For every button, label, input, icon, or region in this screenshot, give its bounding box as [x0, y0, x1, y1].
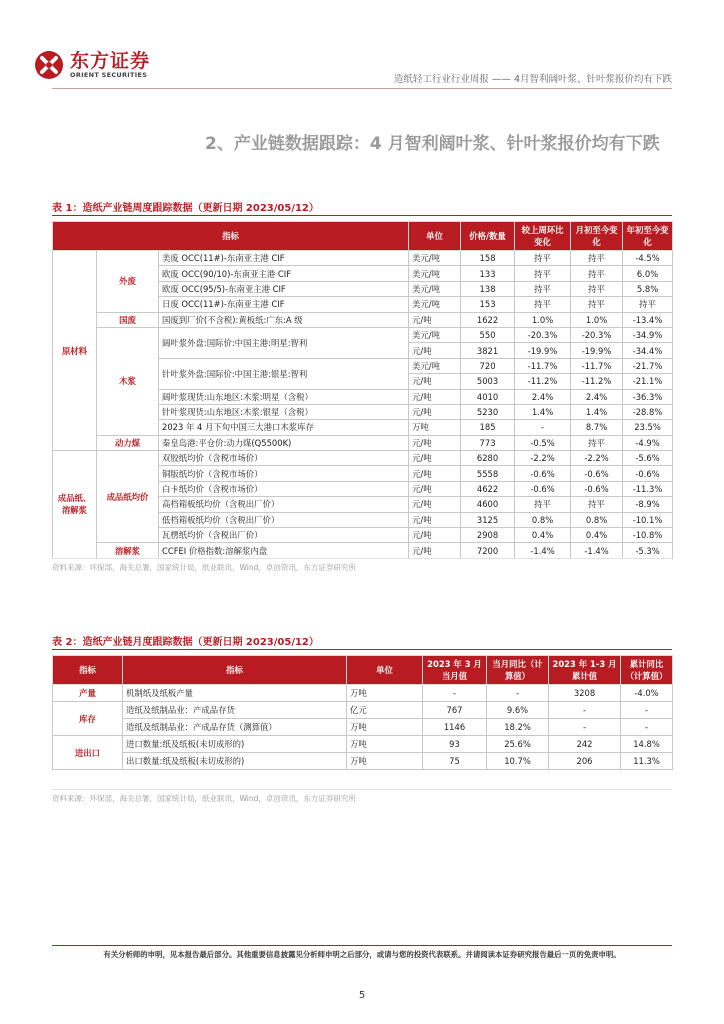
row-label: 欧废 OCC(95/5)-东南亚主港 CIF	[159, 281, 409, 296]
row-unit: 元/吨	[409, 389, 461, 404]
table1-source: 资料来源：环保部，海关总署，国家统计局，纸业联讯，Wind，卓创资讯，东方证券研究所	[52, 563, 356, 572]
row-mtd: -2.2%	[571, 451, 623, 466]
row-mtd: 持平	[571, 251, 623, 266]
table2-header-row	[53, 656, 673, 685]
orient-securities-logo-icon	[34, 50, 64, 80]
row-label: 国废到厂价(不含税):黄板纸:广东:A 级	[159, 312, 409, 327]
row-unit: 美元/吨	[409, 327, 461, 342]
row-month-value: 75	[423, 753, 487, 770]
row-price: 1622	[461, 312, 515, 327]
row-mtd: 8.7%	[571, 420, 623, 435]
table-row	[53, 753, 673, 770]
row-unit: 元/吨	[409, 451, 461, 466]
header-divider	[52, 88, 672, 89]
row-price: 158	[461, 251, 515, 266]
row-label: 出口数量:纸及纸板(未切成形的)	[123, 753, 347, 770]
row-mtd: 1.0%	[571, 312, 623, 327]
row-label: 低档箱板纸均价（含税出厂价）	[159, 512, 409, 527]
row-ytd: -5.6%	[623, 451, 673, 466]
subcategory-thermal-coal: 动力煤	[97, 435, 159, 450]
row-unit: 元/吨	[409, 466, 461, 481]
row-unit: 元/吨	[409, 543, 461, 558]
row-ytd: -8.9%	[623, 497, 673, 512]
row-ytd: 6.0%	[623, 266, 673, 281]
table2-bottom-rule	[52, 789, 672, 790]
row-wow: -19.9%	[515, 343, 571, 358]
row-unit: 万吨	[409, 420, 461, 435]
col-header-category: 指标	[53, 656, 123, 685]
col-header-mtd: 月初至今变化	[571, 222, 623, 251]
col-header-unit: 单位	[347, 656, 423, 685]
table-row	[53, 719, 673, 736]
row-price: 2908	[461, 528, 515, 543]
row-unit: 元/吨	[409, 374, 461, 389]
table-row	[53, 312, 673, 327]
row-mtd: 持平	[571, 266, 623, 281]
row-ytd: -10.8%	[623, 528, 673, 543]
table-row	[53, 451, 673, 466]
row-unit: 元/吨	[409, 512, 461, 527]
row-unit: 元/吨	[409, 312, 461, 327]
row-ytd: -13.4%	[623, 312, 673, 327]
row-price: 138	[461, 281, 515, 296]
col-header-month-value: 2023 年 3 月当月值	[423, 656, 487, 685]
row-label: 机制纸及纸板产量	[123, 685, 347, 702]
row-price: 5558	[461, 466, 515, 481]
table2-caption-rule	[52, 649, 672, 650]
row-label: CCFEI 价格指数:溶解浆内盘	[159, 543, 409, 558]
row-ytd: -21.7%	[623, 358, 673, 373]
row-ytd: -21.1%	[623, 374, 673, 389]
row-unit: 元/吨	[409, 435, 461, 450]
row-cumulative-yoy: -	[621, 719, 673, 736]
row-cumulative-value: 242	[549, 736, 621, 753]
row-yoy: 10.7%	[487, 753, 549, 770]
table2-source: 资料来源：环保部，海关总署，国家统计局，纸业联讯，Wind，卓创资讯，东方证券研究所	[52, 794, 356, 803]
row-mtd: 持平	[571, 281, 623, 296]
category-import-export: 进出口	[53, 736, 123, 770]
row-wow: 持平	[515, 266, 571, 281]
row-cumulative-value: 3208	[549, 685, 621, 702]
row-price: 153	[461, 297, 515, 312]
col-header-ytd: 年初至今变化	[623, 222, 673, 251]
table-row	[53, 251, 673, 266]
row-label: 美废 OCC(11#)-东南亚主港 CIF	[159, 251, 409, 266]
row-wow: 持平	[515, 281, 571, 296]
row-unit: 万吨	[347, 719, 423, 736]
row-wow: 0.4%	[515, 528, 571, 543]
weekly-tracking-table	[52, 221, 673, 559]
table-row	[53, 736, 673, 753]
row-mtd: -20.3%	[571, 327, 623, 342]
row-cumulative-yoy: -	[621, 702, 673, 719]
row-wow: 1.0%	[515, 312, 571, 327]
row-wow: -2.2%	[515, 451, 571, 466]
row-ytd: -11.3%	[623, 481, 673, 496]
row-mtd: -11.2%	[571, 374, 623, 389]
col-header-wow: 较上周环比变化	[515, 222, 571, 251]
row-cumulative-value: 206	[549, 753, 621, 770]
row-ytd: 23.5%	[623, 420, 673, 435]
row-unit: 美元/吨	[409, 251, 461, 266]
row-label: 2023 年 4 月下旬中国三大港口木浆库存	[159, 420, 409, 435]
row-unit: 元/吨	[409, 481, 461, 496]
page-number: 5	[358, 990, 366, 1001]
row-wow: 2.4%	[515, 389, 571, 404]
row-ytd: -36.3%	[623, 389, 673, 404]
row-month-value: 767	[423, 702, 487, 719]
category-inventory: 库存	[53, 702, 123, 736]
row-label: 进口数量:纸及纸板(未切成形的)	[123, 736, 347, 753]
row-price: 3125	[461, 512, 515, 527]
row-price: 773	[461, 435, 515, 450]
row-wow: -11.2%	[515, 374, 571, 389]
row-wow: -0.6%	[515, 481, 571, 496]
row-price: 720	[461, 358, 515, 373]
table1-bottom-rule	[52, 558, 672, 559]
row-cumulative-yoy: 14.8%	[621, 736, 673, 753]
row-label: 阔叶浆外盘:国际价:中国主港:明星:智利	[159, 327, 409, 358]
category-raw-materials: 原材料	[53, 251, 97, 451]
row-unit: 亿元	[347, 702, 423, 719]
subcategory-imported-waste: 外废	[97, 251, 159, 313]
row-ytd: -0.6%	[623, 466, 673, 481]
row-mtd: 持平	[571, 435, 623, 450]
row-unit: 元/吨	[409, 343, 461, 358]
row-unit: 美元/吨	[409, 358, 461, 373]
row-unit: 元/吨	[409, 528, 461, 543]
row-price: 550	[461, 327, 515, 342]
row-price: 133	[461, 266, 515, 281]
row-mtd: 持平	[571, 497, 623, 512]
report-header-title: 造纸轻工行业行业周报 —— 4月智利阔叶浆、针叶浆报价均有下跌	[393, 74, 672, 85]
col-header-unit: 单位	[409, 222, 461, 251]
row-price: 4622	[461, 481, 515, 496]
row-month-value: 1146	[423, 719, 487, 736]
section-title: 2、产业链数据跟踪：4 月智利阔叶浆、针叶浆报价均有下跌	[205, 134, 660, 154]
row-price: 6280	[461, 451, 515, 466]
row-ytd: -4.5%	[623, 251, 673, 266]
logo-english-name: ORIENT SECURITIES	[70, 70, 148, 79]
row-wow: 持平	[515, 251, 571, 266]
row-unit: 美元/吨	[409, 266, 461, 281]
row-label: 造纸及纸制品业：产成品存货	[123, 702, 347, 719]
row-mtd: -0.6%	[571, 466, 623, 481]
row-ytd: -5.3%	[623, 543, 673, 558]
row-mtd: -11.7%	[571, 358, 623, 373]
row-price: 5003	[461, 374, 515, 389]
company-logo	[34, 50, 150, 80]
col-header-price: 价格/数量	[461, 222, 515, 251]
row-price: 3821	[461, 343, 515, 358]
row-label: 针叶浆现货:山东地区:木浆:银星（含税）	[159, 404, 409, 419]
row-unit: 万吨	[347, 685, 423, 702]
subcategory-dissolving-pulp: 溶解浆	[97, 543, 159, 558]
row-label: 高档箱板纸均价（含税出厂价）	[159, 497, 409, 512]
row-label: 秦皇岛港:平仓价:动力煤(Q5500K)	[159, 435, 409, 450]
row-mtd: 0.8%	[571, 512, 623, 527]
row-wow: -11.7%	[515, 358, 571, 373]
row-cumulative-value: -	[549, 719, 621, 736]
category-finished-paper-dissolving-pulp: 成品纸、溶解浆	[53, 451, 97, 559]
table1-caption: 表 1：造纸产业链周度跟踪数据（更新日期 2023/05/12）	[52, 203, 319, 214]
table-row	[53, 435, 673, 450]
row-mtd: 2.4%	[571, 389, 623, 404]
row-mtd: -1.4%	[571, 543, 623, 558]
row-mtd: 持平	[571, 297, 623, 312]
row-ytd: -34.4%	[623, 343, 673, 358]
logo-chinese-name: 东方证券	[70, 49, 151, 72]
row-wow: -20.3%	[515, 327, 571, 342]
row-wow: 持平	[515, 297, 571, 312]
row-label: 铜版纸均价（含税市场价）	[159, 466, 409, 481]
row-label: 双胶纸均价（含税市场价）	[159, 451, 409, 466]
row-yoy: 25.6%	[487, 736, 549, 753]
row-unit: 万吨	[347, 753, 423, 770]
row-price: 4010	[461, 389, 515, 404]
row-wow: -1.4%	[515, 543, 571, 558]
category-output: 产量	[53, 685, 123, 702]
row-label: 造纸及纸制品业：产成品存货（测算值）	[123, 719, 347, 736]
row-wow: 1.4%	[515, 404, 571, 419]
row-unit: 元/吨	[409, 497, 461, 512]
table-row	[53, 543, 673, 558]
row-ytd: -10.1%	[623, 512, 673, 527]
col-header-indicator: 指标	[123, 656, 347, 685]
row-month-value: -	[423, 685, 487, 702]
row-price: 4600	[461, 497, 515, 512]
row-unit: 万吨	[347, 736, 423, 753]
row-price: 185	[461, 420, 515, 435]
row-label: 欧废 OCC(90/10)-东南亚主港 CIF	[159, 266, 409, 281]
table-row	[53, 702, 673, 719]
table1-header-row	[53, 222, 673, 251]
row-wow: -	[515, 420, 571, 435]
monthly-tracking-table	[52, 655, 673, 770]
row-mtd: -0.6%	[571, 481, 623, 496]
table1-caption-rule	[52, 215, 672, 216]
col-header-cumulative-value: 2023 年 1-3 月累计值	[549, 656, 621, 685]
row-label: 阔叶浆现货:山东地区:木浆:明星（含税）	[159, 389, 409, 404]
table2-caption: 表 2：造纸产业链月度跟踪数据（更新日期 2023/05/12）	[52, 637, 319, 648]
row-ytd: -28.8%	[623, 404, 673, 419]
row-unit: 美元/吨	[409, 281, 461, 296]
row-wow: 0.8%	[515, 512, 571, 527]
row-label: 瓦楞纸均价（含税出厂价）	[159, 528, 409, 543]
row-label: 针叶浆外盘:国际价:中国主港:银星:智利	[159, 358, 409, 389]
row-wow: 持平	[515, 497, 571, 512]
row-unit: 元/吨	[409, 404, 461, 419]
row-yoy: 9.6%	[487, 702, 549, 719]
col-header-cumulative-yoy: 累计同比（计算值）	[621, 656, 673, 685]
row-wow: -0.5%	[515, 435, 571, 450]
col-header-yoy: 当月同比（计算值）	[487, 656, 549, 685]
row-ytd: -4.9%	[623, 435, 673, 450]
row-mtd: -19.9%	[571, 343, 623, 358]
row-cumulative-value: -	[549, 702, 621, 719]
row-wow: -0.6%	[515, 466, 571, 481]
row-unit: 美元/吨	[409, 297, 461, 312]
analyst-disclaimer: 有关分析师的申明，见本报告最后部分。其他重要信息披露见分析师申明之后部分，或请与您的投资代表联系。并请阅读本证券研究报告最后一页的免责申明。	[52, 945, 672, 960]
row-month-value: 93	[423, 736, 487, 753]
row-ytd: -34.9%	[623, 327, 673, 342]
subcategory-wood-pulp: 木浆	[97, 327, 159, 435]
row-ytd: 持平	[623, 297, 673, 312]
row-ytd: 5.8%	[623, 281, 673, 296]
row-mtd: 0.4%	[571, 528, 623, 543]
row-price: 7200	[461, 543, 515, 558]
row-cumulative-yoy: 11.3%	[621, 753, 673, 770]
row-cumulative-yoy: -4.0%	[621, 685, 673, 702]
subcategory-domestic-waste: 国废	[97, 312, 159, 327]
subcategory-paper-avg-price: 成品纸均价	[97, 451, 159, 543]
row-yoy: 18.2%	[487, 719, 549, 736]
col-header-indicator: 指标	[53, 222, 409, 251]
row-price: 5230	[461, 404, 515, 419]
table-row	[53, 685, 673, 702]
row-yoy: -	[487, 685, 549, 702]
row-mtd: 1.4%	[571, 404, 623, 419]
row-label: 白卡纸均价（含税市场价）	[159, 481, 409, 496]
row-label: 日废 OCC(11#)-东南亚主港 CIF	[159, 297, 409, 312]
table-row	[53, 327, 673, 342]
